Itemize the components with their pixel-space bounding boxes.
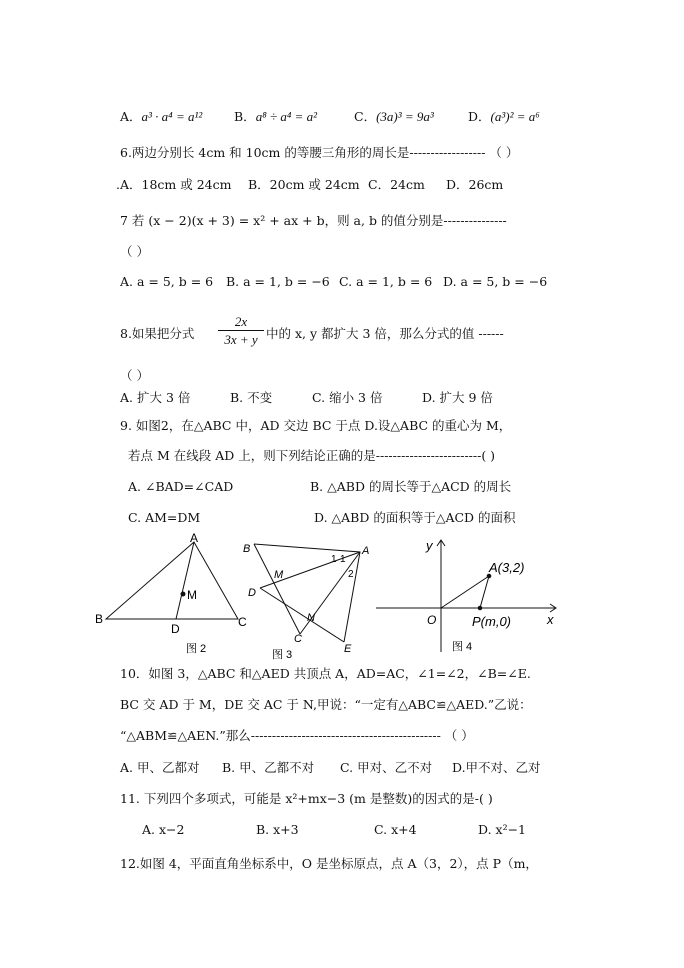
fig4-label-y: y <box>426 538 433 553</box>
q11-option-b: B. x+3 <box>256 822 299 837</box>
q9-option-c: C. AM=DM <box>128 510 201 525</box>
q8-numerator: 2x <box>234 314 248 329</box>
q9-option-a: A. ∠BAD=∠CAD <box>128 479 234 494</box>
q11-option-d: D. x²−1 <box>478 822 527 837</box>
q10-line3: “△ABM≌△AEN.”那么--------------------------------------------- （ ） <box>120 728 474 743</box>
q8-option-d: D. 扩大 9 倍 <box>422 390 493 405</box>
fig2-label-m: M <box>187 588 197 602</box>
q6-stem: 6.两边分别长 4cm 和 10cm 的等腰三角形的周长是------------------ （ ） <box>120 145 519 160</box>
fig3-label-e: E <box>344 643 352 655</box>
q8-post: 中的 x, y 都扩大 3 倍，那么分式的值 ------ <box>266 326 504 341</box>
q5-c-label: C． <box>354 109 377 124</box>
fig4-caption: 图 4 <box>452 641 473 653</box>
q8-denominator: 3x + y <box>224 332 258 347</box>
fig3-label-n: N <box>307 612 315 624</box>
fig4-point-p <box>478 606 482 610</box>
q9-line2: 若点 M 在线段 AD 上，则下列结论正确的是-------------------------( ) <box>128 448 496 463</box>
q5-option-c <box>354 109 434 125</box>
q6-option-d: D．26cm <box>446 177 504 192</box>
q10-line1: 10．如图 3，△ABC 和△AED 共顶点 A，AD=AC，∠1=∠2，∠B=∠E. <box>120 666 531 681</box>
q10-line2: BC 交 AD 于 M，DE 交 AC 于 N,甲说：“一定有△ABC≌△AED.”乙说： <box>120 697 532 712</box>
fig2-segment-ad <box>176 542 194 619</box>
q7-option-b: B. a = 1, b = −6 <box>226 274 330 289</box>
q9-option-b: B. △ABD 的周长等于△ACD 的周长 <box>310 479 512 494</box>
q6-option-a: .A．18cm 或 24cm <box>116 177 232 192</box>
q7-option-c: C. a = 1, b = 6 <box>339 274 433 289</box>
q9-option-d: D. △ABD 的面积等于△ACD 的面积 <box>314 510 516 525</box>
fig3-label-a: A <box>362 545 370 557</box>
fig3-label-angle1a: 1 <box>331 554 337 565</box>
q8-option-b: B. 不变 <box>230 390 273 405</box>
fig3-label-b: B <box>243 543 251 555</box>
q12-stem: 12.如图 4，平面直角坐标系中，O 是坐标原点，点 A（3，2），点 P（m， <box>120 856 538 871</box>
fig4-label-a: A(3,2) <box>489 560 525 575</box>
q5-b-label: B． <box>234 109 256 124</box>
fig3-label-c: C <box>294 633 302 645</box>
fig3-label-angle2: 2 <box>348 569 354 580</box>
q5-option-d <box>468 109 540 125</box>
q10-option-c: C. 甲对、乙不对 <box>340 760 433 775</box>
q10-option-b: B. 甲、乙都不对 <box>222 760 315 775</box>
q8-option-a: A. 扩大 3 倍 <box>120 390 191 405</box>
q10-option-a: A. 甲、乙都对 <box>120 760 200 775</box>
fig2-point-m <box>181 592 185 596</box>
q5-option-b <box>234 109 317 125</box>
fig3-label-d: D <box>248 587 256 599</box>
q5-a-math: a³ · a⁴ = a¹² <box>141 109 203 124</box>
fig2-label-b: B <box>95 612 104 626</box>
q8-fraction <box>218 314 264 347</box>
fig3-segment-de <box>260 588 344 642</box>
q11-stem: 11. 下列四个多项式，可能是 x²+mx−3 (m 是整数)的因式的是-( ) <box>120 791 493 806</box>
fig3-label-m: M <box>274 569 284 581</box>
q5-option-a <box>120 109 202 125</box>
fig4-label-x: x <box>547 612 554 627</box>
q11-option-c: C. x+4 <box>374 822 417 837</box>
q11-option-a: A. x−2 <box>142 822 185 837</box>
figure-2 <box>106 542 238 619</box>
q5-d-math: (a³)² = a⁶ <box>490 109 540 124</box>
fig3-caption: 图 3 <box>272 649 293 661</box>
q8-option-c: C. 缩小 3 倍 <box>312 390 383 405</box>
q7-stem: 7 若 (x − 2)(x + 3) = x² + ax + b，则 a, b 的值分别是--------------- <box>120 213 507 228</box>
q8-paren: （ ） <box>120 368 149 383</box>
q9-line1: 9. 如图2，在△ABC 中，AD 交边 BC 于点 D.设△ABC 的重心为 M， <box>120 418 512 433</box>
q5-a-label: A． <box>120 109 142 124</box>
q8-fraction-bar <box>218 330 264 331</box>
q5-d-label: D． <box>468 109 491 124</box>
figures <box>0 530 684 661</box>
q7-option-a: A. a = 5, b = 6 <box>120 274 214 289</box>
fig2-triangle <box>106 542 238 619</box>
q8-pre: 8.如果把分式 <box>120 326 195 341</box>
fig2-label-a: A <box>190 531 199 545</box>
q6-option-b: B．20cm 或 24cm <box>248 177 360 192</box>
fig2-label-c: C <box>238 615 247 629</box>
q7-paren: （ ） <box>120 244 149 259</box>
fig4-label-p: P(m,0) <box>472 614 511 629</box>
fig3-label-angle1b: 1 <box>340 554 346 565</box>
q6-option-c: C．24cm <box>368 177 425 192</box>
figure-4 <box>376 540 556 652</box>
q5-c-math: (3a)³ = 9a³ <box>376 109 434 124</box>
q5-b-math: a⁸ ÷ a⁴ = a² <box>255 109 318 124</box>
fig4-label-o: O <box>427 613 437 627</box>
fig2-caption: 图 2 <box>186 643 207 655</box>
q7-option-d: D. a = 5, b = −6 <box>443 274 548 289</box>
q10-option-d: D.甲不对、乙对 <box>452 760 541 775</box>
fig2-label-d: D <box>171 622 180 636</box>
